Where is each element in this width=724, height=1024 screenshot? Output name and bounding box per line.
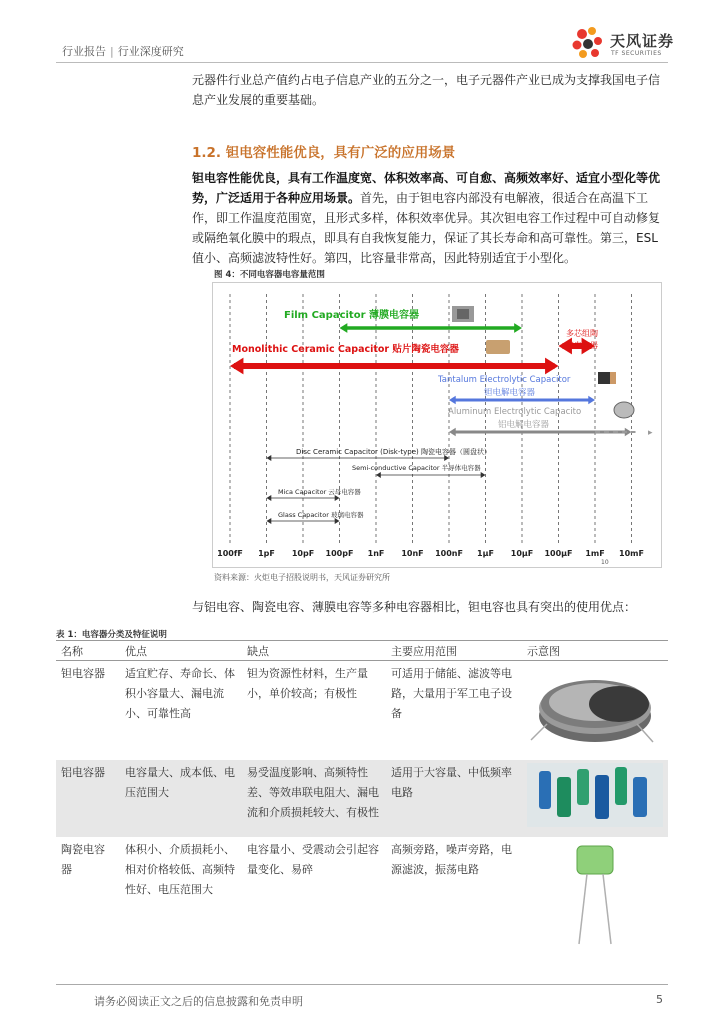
table-header-row (56, 641, 668, 661)
film-capacitor-image-label (457, 309, 469, 319)
header-image: 示意图 (522, 641, 668, 661)
brand-name: 天风证券 (610, 32, 675, 50)
capacitor-comparison-table (56, 640, 668, 958)
label-tantalum-en: Tantalum Electrolytic Capacitor (438, 375, 571, 385)
lead-sentence: 与铝电容、陶瓷电容、薄膜电容等多种电容器相比，钽电容也具有突出的使用优点： (192, 600, 637, 614)
header-pros: 优点 (120, 641, 242, 661)
cell-app: 可适用于储能、滤波等电路，大量用于军工电子设备 (391, 667, 512, 720)
cell-cons: 钽为资源性材料，生产量小，单价较高；有极性 (247, 667, 368, 700)
cell-pros: 适宜贮存、寿命长、体积小容量大、漏电流小、可靠性高 (125, 667, 235, 720)
tantalum-chip-terminal (610, 372, 616, 384)
section-paragraph (192, 168, 668, 268)
x-tick-label: 1mF (585, 549, 605, 558)
x-tick-label: 10pF (291, 549, 315, 558)
cell-name: 陶瓷电容器 (61, 843, 105, 876)
separator: | (110, 45, 114, 58)
section-paragraph-body: 首先，由于钽电容内部没有电解液，很适合在高温下工作，即工作温度范围宽，且形式多样，体积效率优异。其次钽电容工作过程中可自动修复或隔绝氧化膜中的瑕点，即具有自我恢复能力，保证了其长寿命和高可靠性。第三，ESL 值小、高频滤波特性好。第四，比容量非常高，因此特别适宜于小型化。 (192, 191, 661, 265)
x-tick-label: 100μF (544, 549, 573, 558)
cell-pros: 体积小、介质损耗小、相对价格较低、高频特性好、电压范围大 (125, 843, 235, 896)
label-mica: Mica Capacitor 云母电容器 (278, 488, 361, 496)
x-tick-label: 10nF (401, 549, 424, 558)
tantalum-capacitor-image (527, 664, 663, 750)
label-multi-1: 多芯组陶 (566, 329, 598, 338)
x-tick-label: 100nF (435, 549, 463, 558)
chart-frame (213, 283, 662, 568)
doc-type: 行业报告 (62, 45, 106, 58)
label-multi-2: 瓷电容器 (566, 341, 598, 350)
brand-name-en: TF SECURITIES (611, 50, 662, 57)
x-tick-label: 100pF (325, 549, 354, 558)
x-tick-label: 100fF (217, 549, 243, 558)
doc-subtype: 行业深度研究 (117, 45, 184, 58)
label-mlcc: Monolithic Ceramic Capacitor 贴片陶瓷电容器 (232, 344, 459, 355)
cell-image (522, 837, 668, 958)
x-tick-sub: 10 (601, 559, 609, 566)
x-tick-label: 10mF (619, 549, 644, 558)
header-breadcrumb (62, 43, 184, 59)
x-tick-label: 1pF (258, 549, 275, 558)
header-divider (56, 62, 668, 63)
cell-cons: 易受温度影响、高频特性差、等效串联电阻大、漏电流和介质损耗较大、有极性 (242, 760, 386, 837)
footer-disclaimer: 请务必阅读正文之后的信息披露和免责申明 (94, 995, 303, 1008)
figure-source: 资料来源：火炬电子招股说明书，天风证券研究所 (214, 573, 390, 582)
capacitance-range-chart (212, 282, 662, 568)
aluminum-arrow-end-icon: ▸ (648, 428, 653, 438)
label-tantalum-cn: 钽电解电容器 (484, 388, 536, 398)
header-app: 主要应用范围 (386, 641, 522, 661)
section-paragraph-lead: 钽电容性能优良，具有工作温度宽、体积效率高、可自愈、高频效率好、适宜小型化等优势，广泛适用于各种应用场景。 (192, 171, 661, 205)
cell-pros: 电容量大、成本低、电压范围大 (120, 760, 242, 837)
table-row (56, 661, 668, 761)
label-glass: Glass Capacitor 玻璃电容器 (278, 511, 364, 519)
figure-caption: 图 4：不同电容器电容量范围 (214, 270, 325, 280)
mlcc-image (486, 340, 510, 354)
x-tick-label: 10μF (510, 549, 534, 558)
cell-image (522, 760, 668, 837)
logo-mark-icon (573, 27, 603, 58)
intro-paragraph: 元器件行业总产值约占电子信息产业的五分之一，电子元器件产业已成为支撑我国电子信息产业发展的重要基础。 (192, 73, 661, 107)
cell-name: 铝电容器 (56, 760, 120, 837)
cell-app: 适用于大容量、中低频率电路 (386, 760, 522, 837)
aluminum-can-image (614, 402, 634, 418)
section-title: 1.2. 钽电容性能优良，具有广泛的应用场景 (192, 145, 456, 161)
cell-cons: 电容量小、受震动会引起容量变化、易碎 (247, 843, 379, 876)
x-tick-label: 1μF (477, 549, 494, 558)
ceramic-capacitor-image (527, 840, 663, 948)
label-aluminum-cn: 铝电解电容器 (498, 420, 550, 430)
header-name: 名称 (56, 641, 120, 661)
table-row (56, 760, 668, 837)
label-disc: Disc Ceramic Capacitor (Disk-type) 陶瓷电容器（圆盘状） (296, 448, 491, 456)
aluminum-capacitor-image (527, 763, 663, 827)
header-cons: 缺点 (242, 641, 386, 661)
cell-image (522, 661, 668, 761)
cell-app: 高频旁路，噪声旁路，电源滤波，振荡电路 (391, 843, 512, 876)
table-row (56, 837, 668, 958)
label-semi: Semi-conductive Capacitor 半导体电容器 (352, 464, 481, 472)
footer-divider (56, 984, 668, 985)
page-number: 5 (656, 993, 663, 1006)
x-tick-label: 1nF (367, 549, 385, 558)
cell-name: 钽电容器 (61, 667, 105, 680)
label-film: Film Capacitor 薄膜电容器 (284, 310, 419, 321)
label-aluminum-en: Aluminum Electrolytic Capacito (448, 407, 582, 417)
table-title: 表 1：电容器分类及特征说明 (56, 630, 167, 640)
